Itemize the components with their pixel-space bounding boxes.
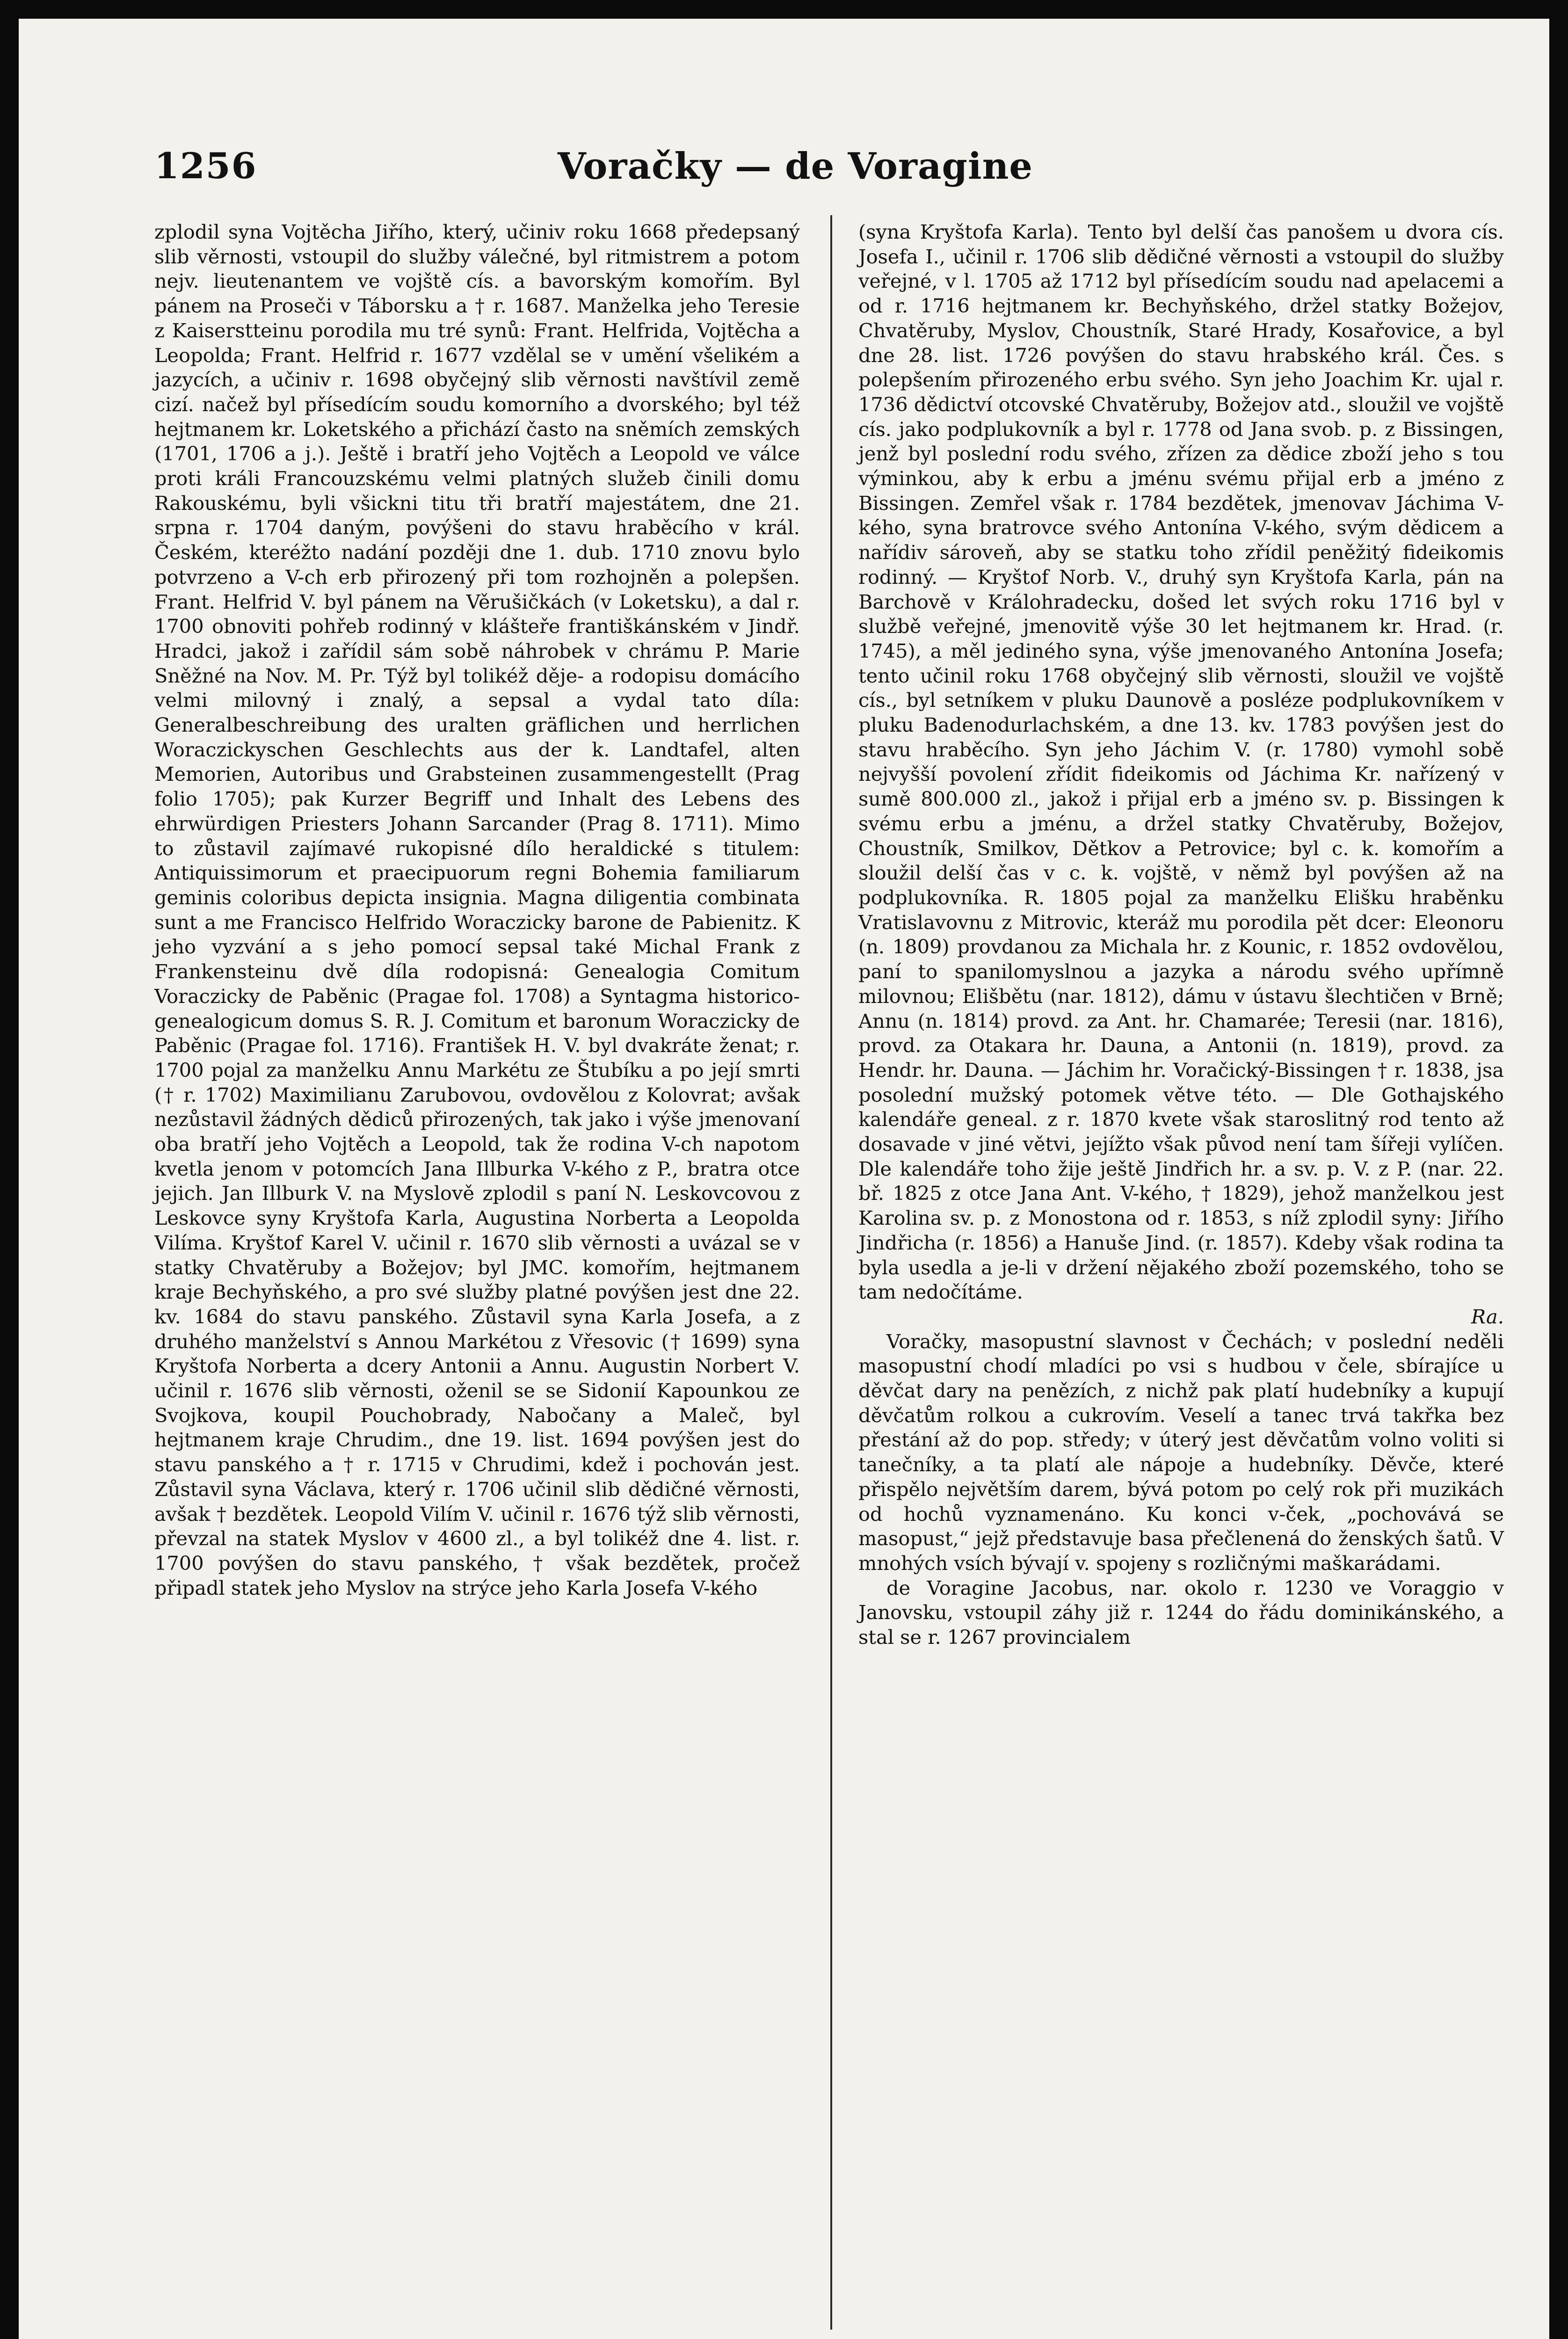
column-divider bbox=[830, 215, 832, 2330]
entry-voracky: Voračky, masopustní slavnost v Čechách; v poslední neděli masopustní chodí mladíci po vsi s hudbou v čele, sbírajíce u děvčat dary na penězích, z nichž pak platí hudebníky a kupují děvčatům rolkou a cukrovím. Veselí a tanec trvá takřka bez přestání až do pop. středy; v úterý jest děvčatům volno voliti si tanečníky, a ta platí ale nápoje a hudebníky. Děvče, které přispělo největším darem, bývá potom po celý rok při muzikách od hochů vyznamenáno. Ku konci v-ček, „pochovává se masopust,“ jejž představuje basa přečlenená do ženských šatů. V mnohých vsích bývají v. spojeny s rozličnými maškarádami. bbox=[858, 1329, 1504, 1575]
author-signature: Ra. bbox=[1471, 1305, 1504, 1328]
right-column bbox=[858, 220, 1504, 1650]
page-number: 1256 bbox=[154, 145, 257, 187]
paragraph: (syna Kryštofa Karla). Tento byl delší čas panošem u dvora cís. Josefa I., učinil r. 1706 slib dědičné věrnosti a vstoupil do služby veřejné, v l. 1705 až 1712 byl přísedícím soudu nad apelacemi a od r. 1716 hejtmanem kr. Bechyňského, držel statky Božejov, Chvatěruby, Myslov, Choustník, Staré Hrady, Kosařovice, a byl dne 28. list. 1726 povýšen do stavu hrabského král. Čes. s polepšením přirozeného erbu svého. Syn jeho Joachim Kr. ujal r. 1736 dědictví otcovské Chvatěruby, Božejov atd., sloužil ve vojště cís. jako podplukovník a byl r. 1778 od Jana svob. p. z Bissingen, jenž byl poslední rodu svého, zřízen za dědice zboží jeho s tou výminkou, aby k erbu a jménu svému přijal erb a jméno z Bissingen. Zemřel však r. 1784 bezdětek, jmenovav Jáchima V-kého, syna bratrovce svého Antonína V-kého, svým dědicem a nařídiv sároveň, aby se statku toho zřídil peněžitý fideikomis rodinný. — Kryštof Norb. V., druhý syn Kryštofa Karla, pán na Barchově v Králohradecku, došed let svých roku 1716 byl v službě veřejné, jmenovitě výše 30 let hejtmanem kr. Hrad. (r. 1745), a měl jediného syna, výše jmenovaného Antonína Josefa; tento učinil roku 1768 obyčejný slib věrnosti, sloužil ve vojště cís., byl setníkem v pluku Daunově a posléze podplukovníkem v pluku Badenodurlachském, a dne 13. kv. 1783 povýšen jest do stavu hraběcího. Syn jeho Jáchim V. (r. 1780) vymohl sobě nejvyšší povolení zřídit fideikomis od Jáchima Kr. nařízený v sumě 800.000 zl., jakož i přijal erb a jméno sv. p. Bissingen k svému erbu a jménu, a držel statky Chvatěruby, Božejov, Choustník, Smilkov, Dětkov a Petrovice; byl c. k. komořím a sloužil delší čas v c. k. vojště, v němž byl povýšen až na podplukovníka. R. 1805 pojal za manželku Elišku hraběnku Vratislavovnu z Mitrovic, kteráž mu porodila pět dcer: Eleonoru (n. 1809) provdanou za Michala hr. z Kounic, r. 1852 ovdovělou, paní to spanilomyslnou a jazyka a národu svého upřímně milovnou; Elišbětu (nar. 1812), dámu v ústavu šlechtičen v Brně; Annu (n. 1814) provd. za Ant. hr. Chamarée; Teresii (nar. 1816), provd. za Otakara hr. Dauna, a Antonii (n. 1819), provd. za Hendr. hr. Dauna. — Jáchim hr. Voračický-Bissingen † r. 1838, jsa posolední mužský potomek větve této. — Dle Gothajského kalendáře geneal. z r. 1870 kvete však staroslitný rod tento až dosavade v jiné větvi, jejížto však původ není tam šířeji vylíčen. Dle kalendáře toho žije ještě Jindřich hr. a sv. p. V. z P. (nar. 22. bř. 1825 z otce Jana Ant. V-kého, † 1829), jehož manželkou jest Karolina sv. p. z Monostona od r. 1853, s níž zplodil syny: Jiřího Jindřicha (r. 1856) a Hanuše Jind. (r. 1857). Kdeby však rodina ta byla usedla a je-li v držení nějakého zboží pozemského, toho se tam nedočítáme. bbox=[858, 220, 1504, 1304]
scanned-page bbox=[19, 19, 1549, 2339]
paragraph: zplodil syna Vojtěcha Jiřího, který, učiniv roku 1668 předepsaný slib věrnosti, vstoupil do služby válečné, byl ritmistrem a potom nejv. lieutenantem ve vojště cís. a bavorským komořím. Byl pánem na Proseči v Táborsku a † r. 1687. Manželka jeho Teresie z Kaiserstteinu porodila mu tré synů: Frant. Helfrida, Vojtěcha a Leopolda; Frant. Helfrid r. 1677 vzdělal se v umění všelikém a jazycích, a učiniv r. 1698 obyčejný slib věrnosti navštívil země cizí. načež byl přísedícím soudu komorního a dvorského; byl též hejtmanem kr. Loketského a přichází často na sněmích zemských (1701, 1706 a j.). Ještě i bratří jeho Vojtěch a Leopold ve válce proti králi Francouzskému velmi platných služeb činili domu Rakouskému, byli všickni titu tři bratří majestátem, dne 21. srpna r. 1704 daným, povýšeni do stavu hraběcího v král. Českém, kteréžto nadání později dne 1. dub. 1710 znovu bylo potvrzeno a V-ch erb přirozený při tom rozhojněn a polepšen. Frant. Helfrid V. byl pánem na Věrušičkách (v Loketsku), a dal r. 1700 obnoviti pohřeb rodinný v klášteře františkánském v Jindř. Hradci, jakož i zařídil sám sobě náhrobek v chrámu P. Marie Sněžné na Nov. M. Pr. Týž byl tolikéž děje- a rodopisu domácího velmi milovný i znalý, a sepsal a vydal tato díla: Generalbeschreibung des uralten gräflichen und herrlichen Woraczickyschen Geschlechts aus der k. Landtafel, alten Memorien, Autoribus und Grabsteinen zusammengestellt (Prag folio 1705); pak Kurzer Begriff und Inhalt des Lebens des ehrwürdigen Priesters Johann Sarcander (Prag 8. 1711). Mimo to zůstavil zajímavé rukopisné dílo heraldické s titulem: Antiquissimorum et praecipuorum regni Bohemia familiarum geminis coloribus depicta insignia. Magna diligentia combinata sunt a me Francisco Helfrido Woraczicky barone de Pabienitz. K jeho vyzvání a s jeho pomocí sepsal také Michal Frank z Frankensteinu dvě díla rodopisná: Genealogia Comitum Voraczicky de Paběnic (Pragae fol. 1708) a Syntagma historico-genealogicum domus S. R. J. Comitum et baronum Woraczicky de Paběnic (Pragae fol. 1716). František H. V. byl dvakráte ženat; r. 1700 pojal za manželku Annu Markétu ze Štubíku a po její smrti († r. 1702) Maximilianu Zarubovou, ovdovělou z Kolovrat; avšak nezůstavil žádných dědiců přirozených, tak jako i výše jmenovaní oba bratří jeho Vojtěch a Leopold, tak že rodina V-ch napotom kvetla jenom v potomcích Jana Illburka V-kého z P., bratra otce jejich. Jan Illburk V. na Myslově zplodil s paní N. Leskovcovou z Leskovce syny Kryštofa Karla, Augustina Norberta a Leopolda Vilíma. Kryštof Karel V. učinil r. 1670 slib věrnosti a uvázal se v statky Chvatěruby a Božejov; byl JMC. komořím, hejtmanem kraje Bechyňského, a pro své služby platné povýšen jest dne 22. kv. 1684 do stavu panského. Zůstavil syna Karla Josefa, a z druhého manželství s Annou Markétou z Vřesovic († 1699) syna Kryštofa Norberta a dcery Antonii a Annu. Augustin Norbert V. učinil r. 1676 slib věrnosti, oženil se se Sidonií Kapounkou ze Svojkova, koupil Pouchobrady, Nabočany a Maleč, byl hejtmanem kraje Chrudim., dne 19. list. 1694 povýšen jest do stavu panského a † r. 1715 v Chrudimi, kdež i pochován jest. Zůstavil syna Václava, který r. 1706 učinil slib dědičné věrnosti, avšak † bezdětek. Leopold Vilím V. učinil r. 1676 týž slib věrnosti, převzal na statek Myslov v 4600 zl., a byl tolikéž dne 4. list. r. 1700 povýšen do stavu panského, † však bezdětek, pročež připadl statek jeho Myslov na strýce jeho Karla Josefa V-kého bbox=[154, 220, 800, 1599]
left-column bbox=[154, 220, 800, 1600]
page-header bbox=[154, 145, 1436, 196]
entry-de-voragine: de Voragine Jacobus, nar. okolo r. 1230 ve Voraggio v Janovsku, vstoupil záhy již r. 1244 do řádu dominikánského, a stal se r. 1267 provincialem bbox=[858, 1576, 1504, 1649]
running-title: Voračky — de Voragine bbox=[557, 145, 1033, 188]
